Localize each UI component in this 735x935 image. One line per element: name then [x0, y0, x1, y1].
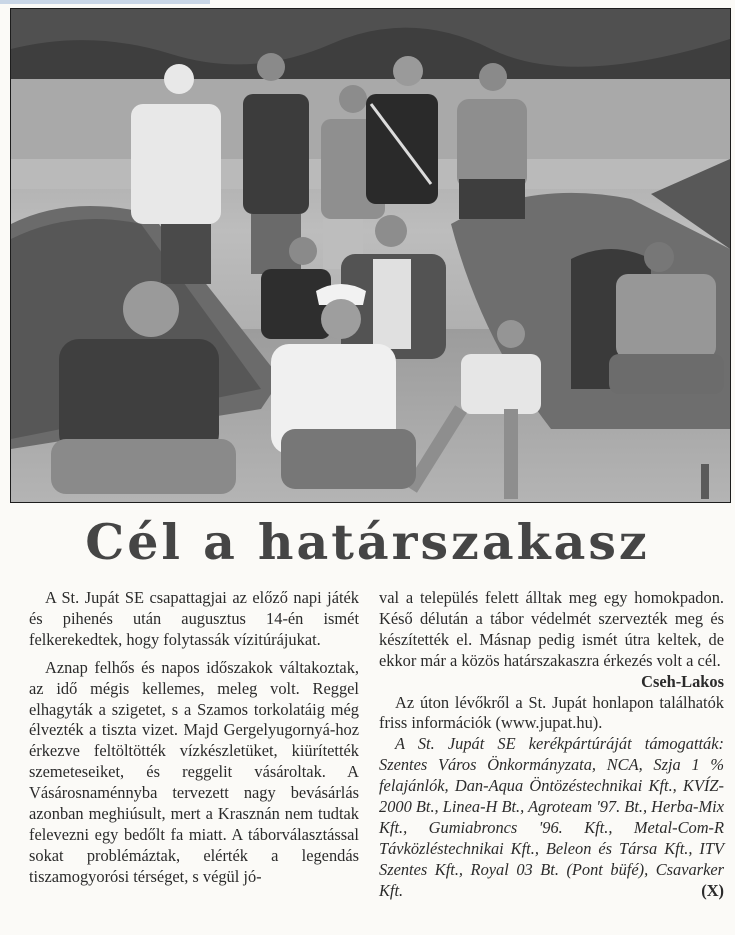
group-photo-icon	[11, 9, 730, 502]
article-paragraph-continuation: val a település felett álltak meg egy homokpadon. Késő délután a tábor védelmét szervezték meg és készítették el. Másnap pedig ismét útra keltek, de ekkor már a közös határszakaszra érkezés volt a cél.	[379, 588, 724, 670]
article-paragraph: Aznap felhős és napos időszakok váltakoztak, az idő mégis kellemes, meleg volt. Reggel elhagyták a szigetet, s a Szamos torkolatáig még élvezték a tiszta vizet. Majd Gergelyugornyá-hoz érkezve feltöltötték vízkészletüket, kiürítették szemeteseiket, és reggelit vásároltak. A Vásárosnaménnyba tervezett nagy bevásárlás azonban meghiúsult, mert a Krasznán nem tudtak felevezni egy bedőlt fa miatt. A táborválasztással sokat problémáztak, elérték a legendás tiszamogyorósi térséget, s végül jó-	[29, 657, 359, 886]
author-signature: Cseh-Lakos	[641, 671, 724, 691]
top-color-strip	[0, 0, 210, 4]
sponsors-paragraph	[379, 734, 724, 901]
sponsors-text: A St. Jupát SE kerékpártúráját támogatták: Szentes Város Önkormányzata, NCA, Szja 1 % felajánlók, Dan-Aqua Öntözéstechnikai Kft., KVÍZ-2000 Bt., Linea-H Bt., Agroteam '97. Bt., Herba-Mix Kft., Gumiabroncs '96. Kft., Metal-Com-R Távközléstechnikai Kft., Beleon és Társa Kft., ITV Szentes Kft., Royal 03 Bt. (Pont büfé), Csavarker Kft.	[379, 734, 724, 900]
article-paragraph: A St. Jupát SE csapattagjai az előző napi játék és pihenés után augusztus 14-én ismét felkerekedtek, hogy folytassák vízitúrájukat.	[29, 588, 359, 649]
group-photo	[10, 8, 731, 503]
article-headline: Cél a határszakasz	[85, 513, 650, 571]
article-column-left	[29, 588, 359, 888]
article-column-right	[379, 588, 724, 902]
end-mark: (X)	[701, 880, 724, 900]
info-paragraph: Az úton lévőkről a St. Jupát honlapon találhatók friss információk (www.jupat.hu).	[379, 692, 724, 733]
